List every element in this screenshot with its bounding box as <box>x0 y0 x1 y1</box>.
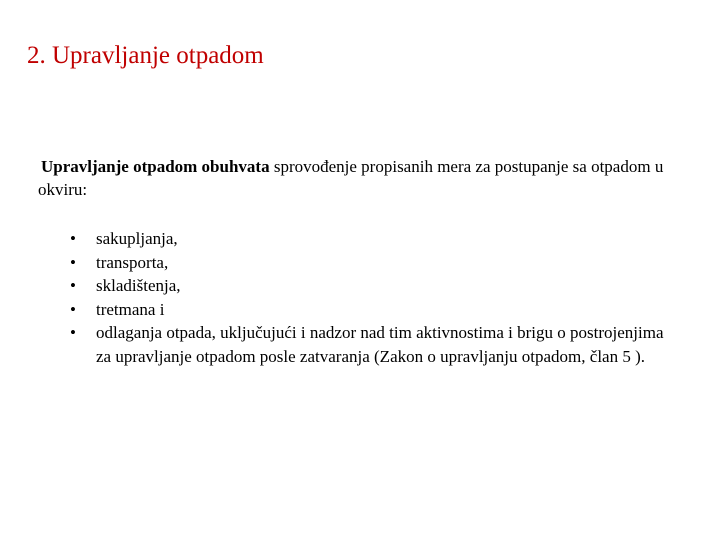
list-item-text: odlaganja otpada, uključujući i nadzor nad tim aktivnostima i brigu o postrojenjima za upravljanje otpadom posle zatvaranja (Zakon o upravljanju otpadom, član 5 ). <box>96 323 664 366</box>
list-item-text: sakupljanja, <box>96 229 178 248</box>
list-item-text: tretmana i <box>96 299 165 319</box>
bullet-icon: • <box>70 276 76 295</box>
bullet-icon: • <box>70 299 76 319</box>
list-item <box>70 251 670 275</box>
intro-text: sprovođenje propisanih mera za postupanje sa otpadom u okviru: <box>38 157 664 199</box>
list-item <box>70 298 670 322</box>
bullet-icon: • <box>70 252 76 272</box>
intro-bold-text: Upravljanje otpadom obuhvata <box>41 157 270 176</box>
bullet-list <box>70 227 670 368</box>
list-item-text: skladištenja, <box>96 276 181 295</box>
list-item <box>70 321 670 368</box>
list-item <box>70 227 670 251</box>
bullet-icon: • <box>70 323 76 342</box>
bullet-icon: • <box>70 229 76 248</box>
slide-title: 2. Upravljanje otpadom <box>27 42 264 69</box>
intro-paragraph <box>38 155 678 201</box>
list-item <box>70 274 670 298</box>
list-item-text: transporta, <box>96 252 169 272</box>
